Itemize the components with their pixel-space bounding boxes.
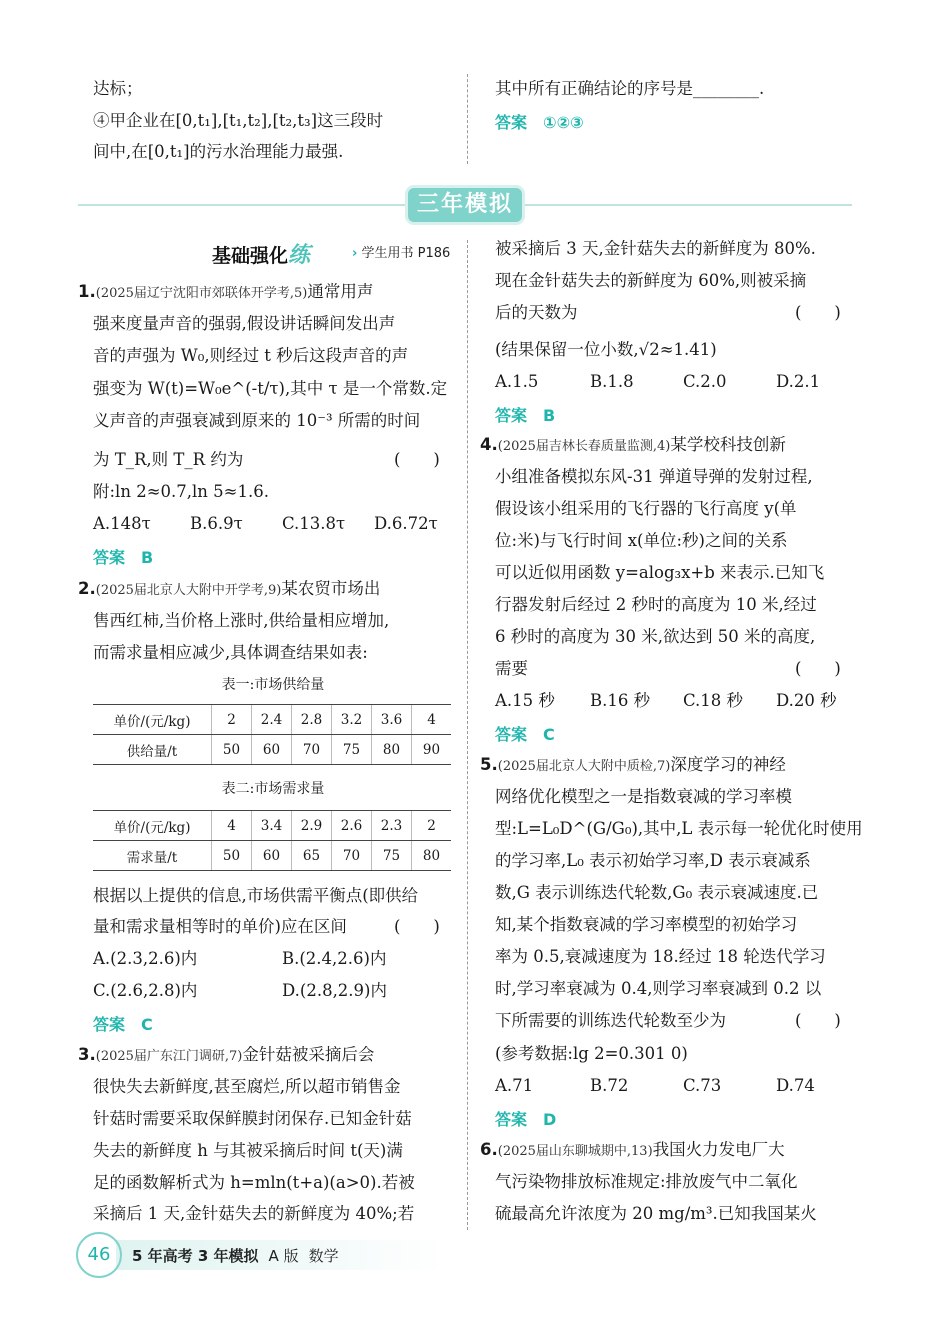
q2-option-b: B.(2.4,2.6)内	[282, 949, 387, 968]
q2-after-1: 根据以上提供的信息,市场供需平衡点(即供给	[93, 886, 419, 905]
q5-option-a: A.71	[495, 1076, 534, 1095]
q2-line-1	[78, 578, 380, 602]
book-edition: A 版	[268, 1247, 299, 1265]
q1-bracket: ( )	[394, 450, 440, 469]
q3-option-c: C.2.0	[683, 372, 727, 391]
table-cell: 75	[372, 841, 412, 871]
table-cell: 2	[412, 811, 452, 841]
top-answer	[495, 110, 584, 133]
q5-line-4: 的学习率,L₀ 表示初始学习率,D 表示衰减系	[495, 851, 811, 870]
q3-number: 3.	[78, 1045, 96, 1064]
q5-line-10: (参考数据:lg 2=0.301 0)	[495, 1044, 688, 1063]
q1-line-6: 为 T_R,则 T_R 约为	[93, 450, 244, 469]
table-cell: 单价/(元/kg)	[93, 811, 212, 841]
q1-line-3: 音的声强为 W₀,则经过 t 秒后这段声音的声	[93, 346, 409, 365]
q1-line-5: 义声音的声强衰减到原来的 10⁻³ 所需的时间	[93, 411, 421, 430]
top-right-line: 其中所有正确结论的序号是________.	[495, 79, 765, 98]
top-left-line-2: ④甲企业在[0,t₁],[t₁,t₂],[t₂,t₃]这三段时	[93, 111, 384, 130]
q3-line-5: 足的函数解析式为 h=mln(t+a)(a>0).若被	[93, 1173, 415, 1192]
answer-value: ①②③	[543, 113, 584, 132]
q5-line-9: 下所需要的训练迭代轮数至少为	[495, 1011, 726, 1030]
q4-line-1	[480, 434, 786, 458]
q5-line-7: 率为 0.5,衰减速度为 18.经过 18 轮迭代学习	[495, 947, 826, 966]
q4-line-5: 可以近似用函数 y=alog₃x+b 来表示.已知飞	[495, 563, 825, 582]
q3-bracket: ( )	[795, 303, 841, 322]
q1-option-d: D.6.72τ	[374, 514, 438, 533]
answer-value: C	[141, 1015, 153, 1034]
section-title-suffix: 练	[288, 243, 311, 268]
table-cell: 65	[292, 841, 332, 871]
table-cell: 60	[252, 735, 292, 765]
q4-bracket: ( )	[795, 659, 841, 678]
table-cell: 80	[372, 735, 412, 765]
q4-option-c: C.18 秒	[683, 691, 744, 710]
q2-text-0: 某农贸市场出	[281, 579, 381, 598]
table2-caption: 表二:市场需求量	[221, 781, 325, 797]
table-row	[93, 811, 451, 841]
answer-value: B	[141, 548, 154, 567]
table-row	[93, 841, 451, 871]
q2-line-2: 售西红柿,当价格上涨时,供给量相应增加,	[93, 611, 390, 630]
answer-value: D	[543, 1110, 557, 1129]
q1-answer	[93, 545, 153, 568]
answer-value: B	[543, 406, 556, 425]
q6-number: 6.	[480, 1140, 498, 1159]
table-cell: 80	[412, 841, 452, 871]
table-cell: 90	[412, 735, 452, 765]
q4-option-d: D.20 秒	[776, 691, 837, 710]
q1-line-1	[78, 281, 373, 305]
answer-label: 答案	[93, 1015, 126, 1034]
table-cell: 70	[332, 841, 372, 871]
table-cell: 2.9	[292, 811, 332, 841]
section-banner: 三年模拟	[408, 188, 522, 222]
table-cell: 75	[332, 735, 372, 765]
q4-number: 4.	[480, 435, 498, 454]
q3-source: (2025届广东江门调研,7)	[95, 1049, 243, 1064]
q5-source: (2025届北京人大附中质检,7)	[497, 759, 671, 774]
footer-text	[132, 1245, 339, 1266]
table-cell: 50	[212, 735, 252, 765]
q5-option-c: C.73	[683, 1076, 722, 1095]
q5-answer	[495, 1107, 556, 1130]
q1-option-a: A.148τ	[93, 514, 151, 533]
q3-answer	[495, 403, 555, 426]
table-cell: 需求量/t	[93, 841, 212, 871]
q2-after-2: 量和需求量相等时的单价)应在区间	[93, 917, 347, 936]
table-cell: 3.4	[252, 811, 292, 841]
q5-line-2: 网络优化模型之一是指数衰减的学习率模	[495, 787, 792, 806]
q1-text-0: 通常用声	[307, 282, 374, 301]
q2-bracket: ( )	[394, 917, 440, 936]
top-left-line-3: 间中,在[0,t₁]的污水治理能力最强.	[93, 142, 344, 161]
q5-line-8: 时,学习率衰减为 0.4,则学习率衰减到 0.2 以	[495, 979, 822, 998]
q1-option-b: B.6.9τ	[190, 514, 243, 533]
table-cell: 2.3	[372, 811, 412, 841]
q2-number: 2.	[78, 579, 96, 598]
q2-line-3: 而需求量相应减少,具体调查结果如表:	[93, 643, 368, 662]
answer-value: C	[543, 725, 555, 744]
q4-line-2: 小组准备模拟东风-31 弹道导弹的发射过程,	[495, 467, 813, 486]
q3-right-line-3: 后的天数为	[495, 303, 578, 322]
q2-option-d: D.(2.8,2.9)内	[282, 981, 387, 1000]
answer-label: 答案	[495, 1110, 528, 1129]
q6-text-0: 我国火力发电厂大	[652, 1140, 785, 1159]
q6-line-1	[480, 1139, 785, 1163]
q5-text-0: 深度学习的神经	[670, 755, 786, 774]
book-title: 5 年高考 3 年模拟	[132, 1247, 259, 1265]
q6-line-2: 气污染物排放标准规定:排放废气中二氧化	[495, 1172, 798, 1191]
q4-source: (2025届吉林长春质量监测,4)	[497, 439, 671, 454]
q1-line-2: 强来度量声音的强弱,假设讲话瞬间发出声	[93, 314, 396, 333]
q3-line-4: 失去的新鲜度 h 与其被采摘后时间 t(天)满	[93, 1141, 403, 1160]
table-cell: 60	[252, 841, 292, 871]
q3-right-line-4: (结果保留一位小数,√2≈1.41)	[495, 340, 717, 359]
table-row	[93, 705, 451, 735]
q1-number: 1.	[78, 282, 96, 301]
q5-number: 5.	[480, 755, 498, 774]
table-cell: 3.6	[372, 705, 412, 735]
q5-option-d: D.74	[776, 1076, 815, 1095]
supply-table	[93, 704, 451, 765]
q4-text-0: 某学校科技创新	[670, 435, 786, 454]
column-divider-top	[467, 74, 468, 164]
table-cell: 2.6	[332, 811, 372, 841]
q3-text-0: 金针菇被采摘后会	[242, 1045, 375, 1064]
q5-line-6: 知,某个指数衰减的学习率模型的初始学习	[495, 915, 798, 934]
table1-caption: 表一:市场供给量	[221, 677, 325, 693]
q5-option-b: B.72	[590, 1076, 629, 1095]
answer-label: 答案	[495, 406, 528, 425]
banner-rule-left	[78, 204, 408, 206]
table-cell: 单价/(元/kg)	[93, 705, 212, 735]
book-subject: 数学	[308, 1247, 339, 1265]
table-cell: 50	[212, 841, 252, 871]
q2-source: (2025届北京人大附中开学考,9)	[95, 583, 282, 598]
table-cell: 2	[212, 705, 252, 735]
q4-option-a: A.15 秒	[495, 691, 555, 710]
section-title-text: 基础强化	[212, 245, 289, 267]
page-number: 46	[76, 1232, 122, 1278]
banner-rule-right	[522, 204, 852, 206]
answer-label: 答案	[93, 548, 126, 567]
section-ref	[352, 242, 450, 261]
q3-line-1	[78, 1044, 374, 1068]
page-footer	[76, 1232, 456, 1278]
answer-label: 答案	[495, 113, 528, 132]
q1-line-7: 附:ln 2≈0.7,ln 5≈1.6.	[93, 482, 269, 501]
table-cell: 70	[292, 735, 332, 765]
table-cell: 4	[212, 811, 252, 841]
q3-option-a: A.1.5	[495, 372, 539, 391]
section-ref-text: 学生用书 P186	[361, 246, 451, 261]
q4-line-6: 行器发射后经过 2 秒时的高度为 10 米,经过	[495, 595, 817, 614]
q1-line-4: 强变为 W(t)=W₀e^(-t/τ),其中 τ 是一个常数.定	[93, 379, 448, 398]
q1-option-c: C.13.8τ	[282, 514, 346, 533]
q6-source: (2025届山东聊城期中,13)	[497, 1144, 653, 1159]
table-row	[93, 735, 451, 765]
answer-label: 答案	[495, 725, 528, 744]
q6-line-3: 硫最高允许浓度为 20 mg/m³.已知我国某火	[495, 1204, 817, 1223]
column-divider	[467, 240, 468, 1230]
table-cell: 供给量/t	[93, 735, 212, 765]
q3-option-b: B.1.8	[590, 372, 634, 391]
table-cell: 3.2	[332, 705, 372, 735]
section-title	[212, 238, 310, 269]
q4-line-4: 位:米)与飞行时间 x(单位:秒)之间的关系	[495, 531, 788, 550]
q2-option-c: C.(2.6,2.8)内	[93, 981, 198, 1000]
top-left-line-1: 达标；	[93, 79, 143, 98]
q5-bracket: ( )	[795, 1011, 841, 1030]
table-cell: 2.4	[252, 705, 292, 735]
table-cell: 2.8	[292, 705, 332, 735]
q5-line-1	[480, 754, 786, 778]
q4-line-8: 需要	[495, 659, 528, 678]
q3-option-d: D.2.1	[776, 372, 821, 391]
q3-right-line-2: 现在金针菇失去的新鲜度为 60%,则被采摘	[495, 271, 807, 290]
q2-answer	[93, 1012, 153, 1035]
q2-option-a: A.(2.3,2.6)内	[93, 949, 198, 968]
q1-source: (2025届辽宁沈阳市郊联体开学考,5)	[95, 286, 308, 301]
q4-answer	[495, 722, 555, 745]
q4-option-b: B.16 秒	[590, 691, 651, 710]
q3-line-6: 采摘后 1 天,金针菇失去的新鲜度为 40%;若	[93, 1204, 415, 1223]
q3-line-2: 很快失去新鲜度,甚至腐烂,所以超市销售金	[93, 1077, 401, 1096]
q3-line-3: 针菇时需要采取保鲜膜封闭保存.已知金针菇	[93, 1109, 412, 1128]
q4-line-7: 6 秒时的高度为 30 米,欲达到 50 米的高度,	[495, 627, 816, 646]
q5-line-5: 数,G 表示训练迭代轮数,G₀ 表示衰减速度.已	[495, 883, 819, 902]
table-cell: 4	[412, 705, 452, 735]
chevron-right-icon: ›	[352, 246, 358, 261]
demand-table	[93, 810, 451, 871]
q3-right-line-1: 被采摘后 3 天,金针菇失去的新鲜度为 80%.	[495, 239, 816, 258]
q4-line-3: 假设该小组采用的飞行器的飞行高度 y(单	[495, 499, 797, 518]
q5-line-3: 型:L=L₀D^(G/G₀),其中,L 表示每一轮优化时使用	[495, 819, 863, 838]
